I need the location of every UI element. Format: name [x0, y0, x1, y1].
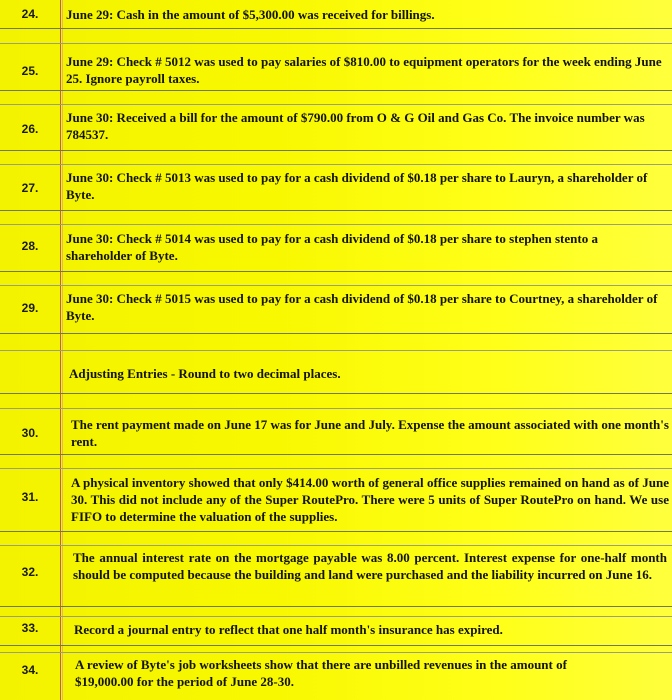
entry-number: 27.: [21, 181, 39, 195]
entry-number: 34.: [21, 663, 39, 677]
entry-text: The annual interest rate on the mortgage payable was 8.00 percent. Interest expense for one-half month should be computed because the building and land were purchased and the liability incurred on June 16.: [73, 550, 667, 582]
row-divider: [0, 90, 672, 91]
row-divider: [0, 210, 672, 211]
entry-number: 25.: [21, 64, 39, 78]
row-divider: [0, 468, 672, 469]
entry-text: June 29: Cash in the amount of $5,300.00 was received for billings.: [66, 7, 435, 22]
entry-number: 26.: [21, 122, 39, 136]
row-divider: [0, 645, 672, 646]
row-divider: [0, 271, 672, 272]
row-divider: [0, 531, 672, 532]
row-divider: [0, 43, 672, 44]
entry-number: 30.: [21, 426, 39, 440]
entry-text: Record a journal entry to reflect that one half month's insurance has expired.: [74, 622, 503, 637]
row-divider: [0, 150, 672, 151]
row-divider: [0, 350, 672, 351]
entry-text: June 30: Received a bill for the amount of $790.00 from O & G Oil and Gas Co. The invoice number was 784537.: [66, 110, 645, 142]
row-divider: [0, 606, 672, 607]
entry-number: 24.: [21, 7, 39, 21]
entry-number: 31.: [21, 490, 39, 504]
entry-text: June 30: Check # 5013 was used to pay for a cash dividend of $0.18 per share to Lauryn, a shareholder of Byte.: [66, 170, 648, 202]
entry-number: 28.: [21, 239, 39, 253]
entry-text: The rent payment made on June 17 was for June and July. Expense the amount associated with one month's rent.: [71, 417, 669, 449]
row-divider: [0, 164, 672, 165]
row-divider: [0, 285, 672, 286]
entry-text: June 29: Check # 5012 was used to pay salaries of $810.00 to equipment operators for the week ending June 25. Ignore payroll taxes.: [66, 54, 662, 86]
row-divider: [0, 28, 672, 29]
row-divider: [0, 545, 672, 546]
entry-number: 33.: [21, 621, 39, 635]
entry-number: 32.: [21, 565, 39, 579]
row-divider: [0, 652, 672, 653]
row-divider: [0, 408, 672, 409]
entry-text: A review of Byte's job worksheets show that there are unbilled revenues in the amount of $19,000.00 for the period of June 28-30.: [75, 657, 567, 689]
row-divider: [0, 224, 672, 225]
entry-text: June 30: Check # 5015 was used to pay for a cash dividend of $0.18 per share to Courtney, a shareholder of Byte.: [66, 291, 658, 323]
row-divider: [0, 104, 672, 105]
entry-text: June 30: Check # 5014 was used to pay for a cash dividend of $0.18 per share to stephen stento a shareholder of Byte.: [66, 231, 598, 263]
section-heading: Adjusting Entries - Round to two decimal places.: [69, 366, 341, 381]
entry-number: 29.: [21, 301, 39, 315]
row-divider: [0, 333, 672, 334]
row-divider: [0, 616, 672, 617]
row-divider: [0, 393, 672, 394]
entry-text: A physical inventory showed that only $414.00 worth of general office supplies remained on hand as of June 30. This did not include any of the Super RoutePro. There were 5 units of Super RoutePro on hand. We use FIFO to determine the valuation of the supplies.: [71, 475, 669, 524]
row-divider: [0, 454, 672, 455]
